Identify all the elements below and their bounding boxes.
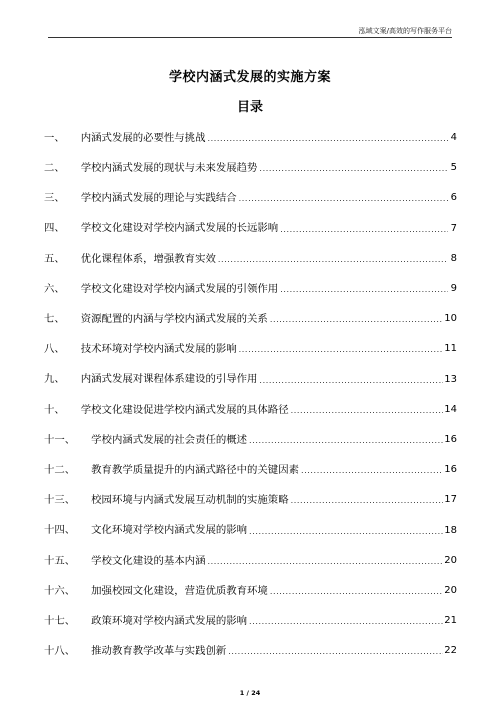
toc-entry-title: 资源配置的内涵与学校内涵式发展的关系 (80, 313, 268, 326)
toc-entry-page-number: 22 (444, 645, 457, 657)
toc-entry[interactable] (44, 425, 457, 455)
toc-dot-leader (239, 344, 444, 354)
toc-entry[interactable] (44, 304, 457, 334)
toc-entry-page-number: 5 (450, 162, 457, 174)
toc-entry-number: 十、 (44, 403, 65, 416)
toc-entry-page-number: 17 (444, 494, 457, 506)
toc-entry-title: 加强校园文化建设，营造优质教育环境 (91, 584, 268, 597)
toc-entry-page-number: 7 (450, 222, 457, 234)
toc-entry-number: 十八、 (44, 645, 76, 658)
toc-entry-number: 八、 (44, 343, 65, 356)
toc-entry-number: 十三、 (44, 494, 76, 507)
toc-dot-leader (301, 465, 443, 475)
toc-entry[interactable] (44, 365, 457, 395)
toc-entry-page-number: 11 (444, 343, 457, 355)
toc-entry-title: 学校文化建设的基本内涵 (91, 554, 206, 567)
toc-entry-page-number: 8 (450, 252, 457, 264)
toc-entry-number: 十六、 (44, 584, 76, 597)
toc-entry-page-number: 16 (444, 464, 457, 476)
toc-entry-number: 三、 (44, 192, 65, 205)
toc-dot-leader (239, 193, 448, 203)
toc-entry-page-number: 4 (450, 132, 457, 144)
toc-entry[interactable] (44, 606, 457, 636)
toc-entry-number: 十四、 (44, 524, 76, 537)
toc-dot-leader (270, 314, 443, 324)
toc-dot-leader (280, 224, 448, 234)
toc-entry-number: 二、 (44, 162, 65, 175)
toc-entry-title: 推动教育教学改革与实践创新 (91, 645, 227, 658)
toc-entry-page-number: 13 (444, 373, 457, 385)
toc-dot-leader (291, 405, 444, 415)
toc-entry[interactable] (44, 274, 457, 304)
toc-entry-page-number: 18 (444, 524, 457, 536)
toc-entry-page-number: 6 (450, 192, 457, 204)
toc-dot-leader (249, 526, 443, 536)
toc-entry-title: 内涵式发展的必要性与挑战 (80, 131, 206, 144)
page-indicator: 1 / 24 (239, 689, 261, 697)
toc-entry-page-number: 16 (444, 433, 457, 445)
toc-entry-title: 校园环境与内涵式发展互动机制的实施策略 (91, 494, 289, 507)
toc-entry[interactable] (44, 334, 457, 364)
page-header-text: 泓域文案/高效的写作服务平台 (358, 27, 452, 35)
toc-dot-leader (207, 133, 448, 143)
toc-entry[interactable] (44, 485, 457, 515)
toc-dot-leader (249, 616, 443, 626)
toc-entry-title: 学校内涵式发展的社会责任的概述 (91, 433, 248, 446)
toc-entry[interactable] (44, 123, 457, 153)
toc-entry-page-number: 20 (444, 554, 457, 566)
toc-entry-page-number: 14 (444, 403, 457, 415)
toc-entry-number: 十一、 (44, 433, 76, 446)
toc-entry-number: 七、 (44, 313, 65, 326)
toc-entry[interactable] (44, 455, 457, 485)
toc-dot-leader (228, 646, 443, 656)
toc-dot-leader (259, 375, 443, 385)
toc-entry[interactable] (44, 515, 457, 545)
toc-entry-title: 学校文化建设对学校内涵式发展的引领作用 (80, 282, 279, 295)
toc-entry-title: 学校文化建设对学校内涵式发展的长远影响 (80, 222, 279, 235)
document-title: 学校内涵式发展的实施方案 (168, 70, 331, 85)
toc-entry[interactable] (44, 546, 457, 576)
toc-entry[interactable] (44, 214, 457, 244)
toc-dot-leader (207, 556, 443, 566)
toc-entry-page-number: 20 (444, 584, 457, 596)
toc-entry-number: 十二、 (44, 463, 76, 476)
toc-entry-title: 学校内涵式发展的现状与未来发展趋势 (80, 162, 258, 175)
toc-entry[interactable] (44, 244, 457, 274)
toc-entry[interactable] (44, 153, 457, 183)
toc-entry-number: 十五、 (44, 554, 76, 567)
toc-entry-number: 四、 (44, 222, 65, 235)
toc-dot-leader (291, 495, 444, 505)
toc-entry[interactable] (44, 636, 457, 666)
toc-entry-number: 十七、 (44, 614, 76, 627)
toc-entry-title: 教育教学质量提升的内涵式路径中的关键因素 (91, 463, 299, 476)
toc-entry-number: 五、 (44, 252, 65, 265)
toc-entry-title: 学校文化建设促进学校内涵式发展的具体路径 (80, 403, 289, 416)
table-of-contents (44, 123, 457, 666)
toc-entry-number: 一、 (44, 131, 65, 144)
toc-dot-leader (259, 163, 448, 173)
toc-entry[interactable] (44, 576, 457, 606)
toc-entry-title: 政策环境对学校内涵式发展的影响 (91, 614, 248, 627)
toc-entry-page-number: 21 (444, 615, 457, 627)
toc-entry-title: 优化课程体系，增强教育实效 (80, 252, 216, 265)
toc-entry-title: 文化环境对学校内涵式发展的影响 (91, 524, 248, 537)
toc-dot-leader (218, 254, 448, 264)
toc-dot-leader (249, 435, 443, 445)
toc-dot-leader (280, 284, 448, 294)
toc-entry[interactable] (44, 395, 457, 425)
toc-entry-number: 六、 (44, 282, 65, 295)
toc-entry-title: 内涵式发展对课程体系建设的引导作用 (80, 373, 258, 386)
toc-entry-title: 技术环境对学校内涵式发展的影响 (80, 343, 237, 356)
toc-dot-leader (270, 586, 443, 596)
toc-entry[interactable] (44, 183, 457, 213)
header-divider (48, 37, 452, 38)
toc-heading: 目录 (236, 100, 263, 115)
toc-entry-page-number: 10 (444, 313, 457, 325)
toc-entry-page-number: 9 (450, 283, 457, 295)
toc-entry-number: 九、 (44, 373, 65, 386)
toc-entry-title: 学校内涵式发展的理论与实践结合 (80, 192, 237, 205)
